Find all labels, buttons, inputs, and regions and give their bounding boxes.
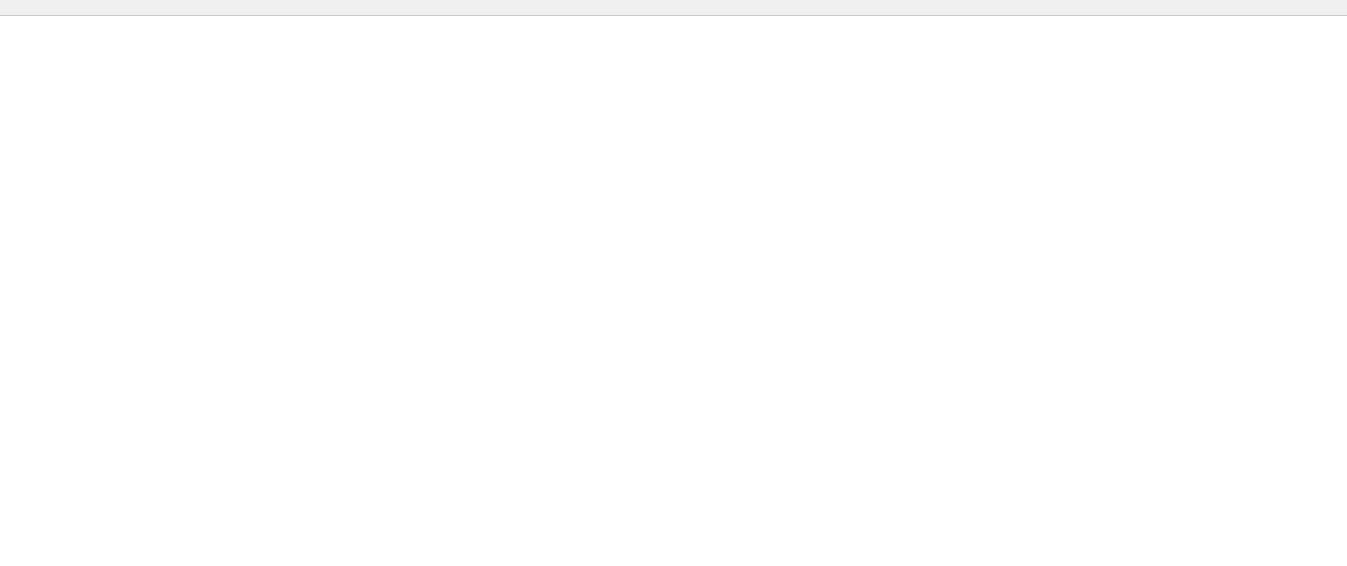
column-header-bar <box>0 0 1347 16</box>
